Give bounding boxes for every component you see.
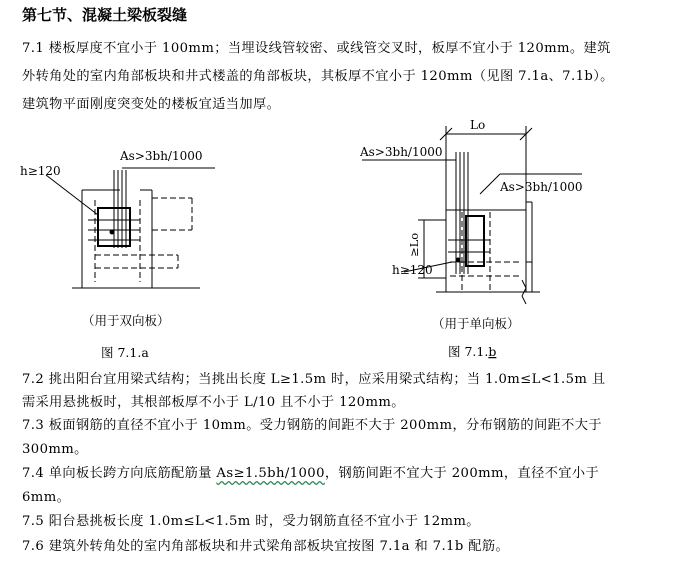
para-7-4-suffix: ，钢筋间距不宜大于 200mm，直径不宜小于 — [324, 466, 600, 481]
figure-b-h-label: h≥120 — [392, 263, 433, 277]
figure-b-diagram — [340, 112, 670, 365]
para-7-1-line-1: 7.1 楼板厚度不宜小于 100mm；当埋设线管较密、或线管交叉时，板厚不宜小于 120mm。建筑 — [22, 41, 611, 56]
figure-b-lo-top-label: Lo — [470, 118, 486, 132]
para-7-3-line-1: 7.3 板面钢筋的直径不宜小于 10mm。受力钢筋的间距不大于 200mm，分布钢筋的间距不大于 — [22, 418, 602, 433]
para-7-4-line-1 — [22, 462, 599, 481]
figure-a-as-label: As>3bh/1000 — [120, 149, 203, 163]
figure-b-usage: （用于单向板） — [432, 316, 520, 331]
para-7-5: 7.5 阳台悬挑板长度 1.0m≤L<1.5m 时，受力钢筋直径不宜小于 12mm。 — [22, 514, 480, 529]
para-7-4-prefix: 7.4 单向板长跨方向底筋配筋量 — [22, 466, 217, 481]
figure-b-as-label-1: As>3bh/1000 — [360, 145, 443, 159]
figure-b-caption: 图 7.1.b — [448, 344, 497, 359]
para-7-2-line-2: 需采用悬挑板时，其根部板厚不小于 L/10 且不小于 120mm。 — [22, 395, 405, 410]
para-7-4-formula: As≥1.5bh/1000 — [216, 466, 325, 481]
figure-a-caption: 图 7.1.a — [101, 345, 149, 360]
figure-a-diagram — [0, 140, 330, 365]
para-7-6: 7.6 建筑外转角处的室内角部板块和井式梁角部板块宜按图 7.1a 和 7.1b 配筋。 — [22, 539, 510, 554]
para-7-1-line-3: 建筑物平面刚度突变处的楼板宜适当加厚。 — [22, 97, 281, 112]
figure-a-h-label: h≥120 — [20, 164, 61, 178]
para-7-2-line-1: 7.2 挑出阳台宜用梁式结构；当挑出长度 L≥1.5m 时，应采用梁式结构；当 1.0m≤L<1.5m 且 — [22, 372, 606, 387]
section-heading: 第七节、混凝土梁板裂缝 — [22, 6, 188, 24]
para-7-1-line-2: 外转角处的室内角部板块和井式楼盖的角部板块，其板厚不宜小于 120mm（见图 7.1a、7.1b）。 — [22, 69, 614, 84]
para-7-4-line-2: 6mm。 — [22, 490, 71, 505]
figure-a-usage: （用于双向板） — [82, 313, 170, 328]
para-7-3-line-2: 300mm。 — [22, 442, 88, 457]
figure-b-as-label-2: As>3bh/1000 — [500, 180, 583, 194]
figure-b-lo-side-label: ≥Lo — [407, 232, 421, 257]
